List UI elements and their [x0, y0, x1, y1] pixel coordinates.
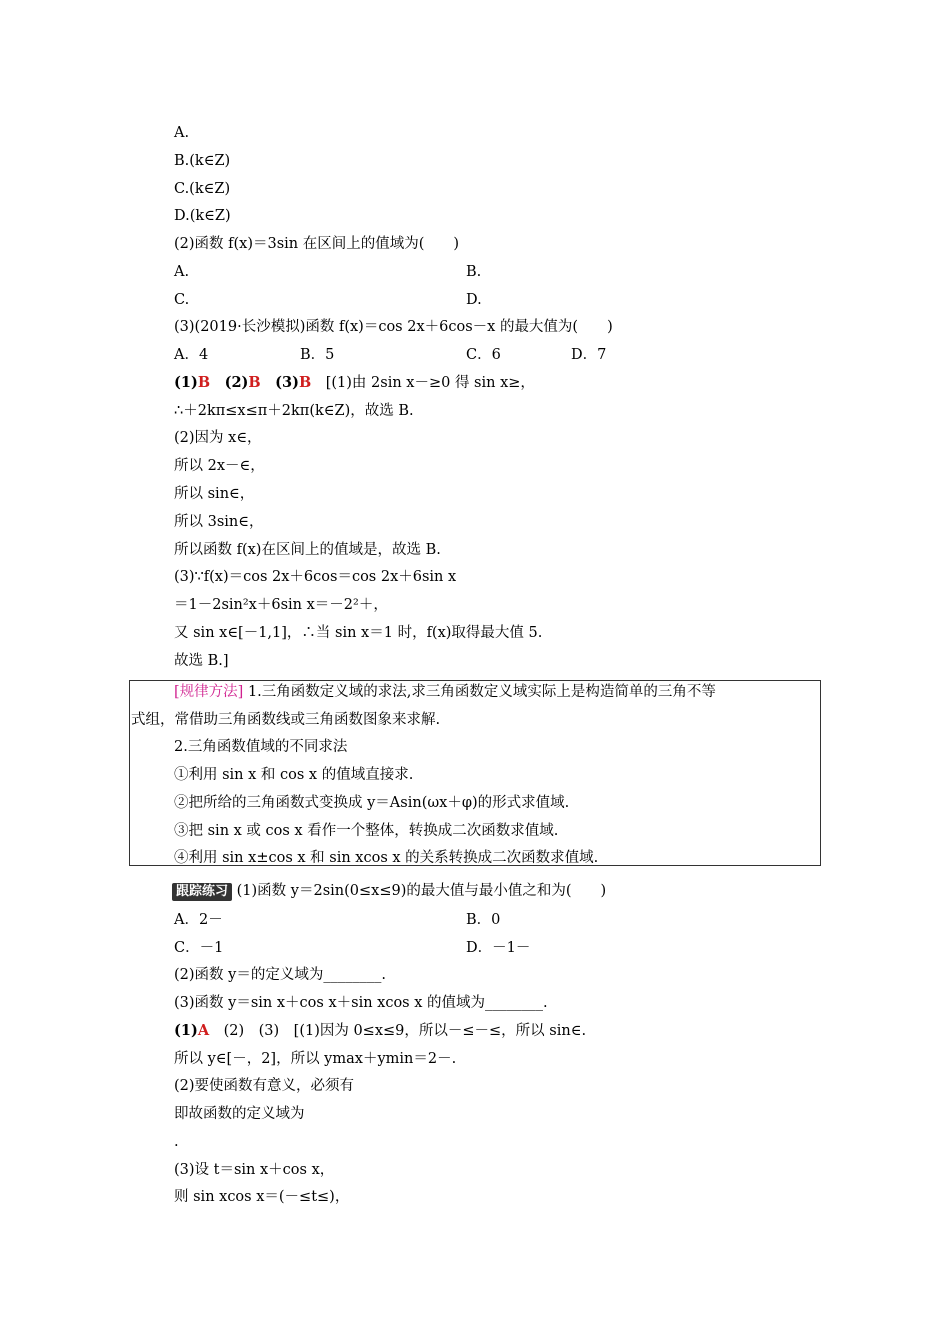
q3-stem: (3)(2019·长沙模拟)函数 f(x)＝cos 2x＋6cos－x 的最大值为( ): [174, 319, 613, 335]
practice-q1: (1)函数 y＝2sin(0≤x≤9)的最大值与最小值之和为( ): [236, 883, 607, 899]
q2-option-a: A.: [174, 264, 190, 280]
q2-option-b: B.: [466, 264, 482, 280]
answer-text: (2) (3) [(1)因为 0≤x≤9，所以－≤－≤，所以 sin∈.: [209, 1023, 587, 1039]
q3-option-d: D．7: [571, 347, 607, 363]
answer-label: (1): [174, 374, 198, 391]
q3-option-a: A．4: [174, 347, 209, 363]
q3-option-b: B．5: [300, 347, 335, 363]
answer-line-3: (2)因为 x∈，: [174, 430, 262, 446]
method-line-2: 式组，常借助三角函数线或三角函数图象来求解.: [131, 712, 441, 728]
q2-option-c: C.: [174, 292, 190, 308]
q3-option-c: C．6: [466, 347, 501, 363]
answer-line-6: 所以 3sin∈，: [174, 514, 264, 530]
answer-line-11: 故选 B.]: [174, 653, 229, 669]
practice-option-a: A．2－: [174, 912, 223, 928]
q1-option-a: A.: [174, 125, 190, 141]
answer-line-8: (3)∵f(x)＝cos 2x＋6cos＝cos 2x＋6sin x: [174, 569, 457, 585]
answer-line-4: 所以 2x－∈，: [174, 458, 265, 474]
practice-answer-4: 即故函数的定义域为: [174, 1106, 305, 1122]
answer-label: (1): [174, 1022, 198, 1039]
practice-answer-1: [174, 1022, 586, 1040]
practice-answer-2: 所以 y∈[－，2]，所以 ymax＋ymin＝2－.: [174, 1051, 457, 1067]
practice-option-b: B．0: [466, 912, 501, 928]
method-line-1: [174, 683, 716, 701]
answer-line-5: 所以 sin∈，: [174, 486, 255, 502]
answer-line-9: ＝1－2sin²x＋6sin x＝－2²＋，: [174, 597, 388, 613]
practice-line-1: [172, 882, 606, 901]
answer-line-1: [174, 374, 535, 392]
q1-option-d: D.(k∈Z): [174, 208, 231, 224]
practice-answer-6: (3)设 t＝sin x＋cos x，: [174, 1162, 335, 1178]
answer-choice: B: [298, 374, 312, 391]
method-line-3: 2.三角函数值域的不同求法: [174, 739, 348, 755]
practice-option-c: C．－1: [174, 940, 224, 956]
method-item-1: ①利用 sin x 和 cos x 的值域直接求.: [174, 767, 414, 783]
answer-choice: A: [197, 1022, 210, 1039]
answer-line-7: 所以函数 f(x)在区间上的值域是，故选 B.: [174, 542, 441, 558]
answer-choice: B: [197, 374, 211, 391]
practice-answer-3: (2)要使函数有意义，必须有: [174, 1078, 355, 1094]
practice-option-d: D．－1－: [466, 940, 531, 956]
answer-label: (3): [260, 374, 299, 391]
answer-line-10: 又 sin x∈[－1,1]，∴当 sin x＝1 时，f(x)取得最大值 5.: [174, 625, 543, 641]
method-text: 1.三角函数定义域的求法,求三角函数定义域实际上是构造简单的三角不等: [247, 684, 716, 700]
practice-answer-5: .: [174, 1134, 179, 1150]
answer-line-2: ∴＋2kπ≤x≤π＋2kπ(k∈Z)，故选 B.: [174, 403, 414, 419]
q1-option-c: C.(k∈Z): [174, 181, 231, 197]
answer-text: [(1)由 2sin x－≥0 得 sin x≥，: [311, 375, 535, 391]
practice-q3: (3)函数 y＝sin x＋cos x＋sin xcos x 的值域为________.: [174, 995, 548, 1011]
practice-q2: (2)函数 y＝的定义域为________.: [174, 967, 386, 983]
method-item-4: ④利用 sin x±cos x 和 sin xcos x 的关系转换成二次函数求值域.: [174, 850, 599, 866]
q2-stem: (2)函数 f(x)＝3sin 在区间上的值域为( ): [174, 236, 460, 252]
method-tag: [规律方法]: [174, 684, 244, 700]
answer-choice: B: [248, 374, 261, 391]
q2-option-d: D.: [466, 292, 482, 308]
practice-answer-7: 则 sin xcos x＝(－≤t≤)，: [174, 1189, 350, 1205]
answer-label: (2): [210, 374, 249, 391]
q1-option-b: B.(k∈Z): [174, 153, 231, 169]
method-item-2: ②把所给的三角函数式变换成 y＝Asin(ωx＋φ)的形式求值域.: [174, 795, 570, 811]
practice-badge: 跟踪练习: [172, 883, 232, 901]
method-item-3: ③把 sin x 或 cos x 看作一个整体，转换成二次函数求值域.: [174, 823, 559, 839]
